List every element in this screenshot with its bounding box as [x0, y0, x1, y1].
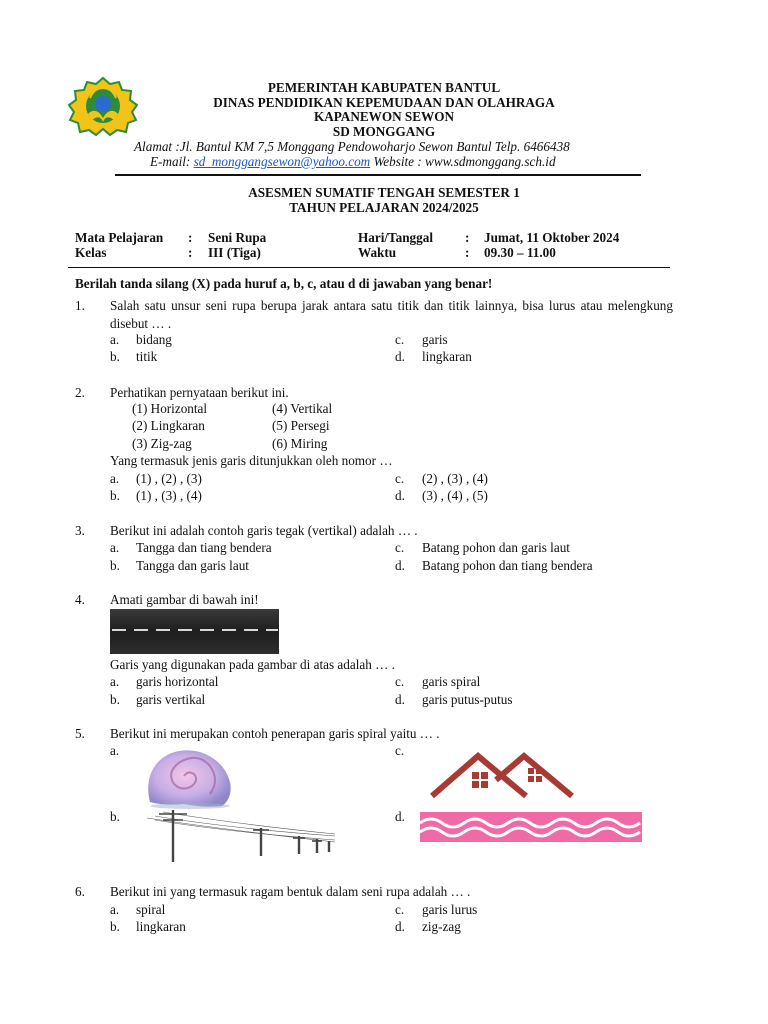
option-letter: c. [395, 471, 405, 486]
subject-label: Mata Pelajaran [75, 230, 164, 245]
option-text: garis vertikal [136, 692, 206, 707]
option-letter: c. [395, 540, 405, 555]
class-colon: : [188, 245, 193, 260]
option-letter: a. [110, 540, 120, 555]
statement-item: (6) Miring [272, 436, 328, 451]
question-number: 3. [75, 523, 85, 538]
date-label: Hari/Tanggal [358, 230, 433, 245]
option-letter: a. [110, 471, 120, 486]
option-text: bidang [136, 332, 172, 347]
statement-item: (1) Horizontal [132, 401, 208, 416]
option-text: titik [136, 349, 158, 364]
time-colon: : [465, 245, 470, 260]
option-text: lingkaran [136, 919, 186, 934]
option-letter: a. [110, 674, 120, 689]
option-letter: a. [110, 332, 120, 347]
instruction-text: Berilah tanda silang (X) pada huruf a, b, c, atau d di jawaban yang benar! [75, 276, 493, 291]
question-number: 2. [75, 385, 85, 400]
option-letter: c. [395, 902, 405, 917]
date-value: Jumat, 11 Oktober 2024 [484, 230, 620, 245]
info-divider [68, 267, 670, 268]
header-government: PEMERINTAH KABUPATEN BANTUL [267, 80, 501, 95]
statement-item: (4) Vertikal [272, 401, 333, 416]
option-text: (3) , (4) , (5) [422, 488, 488, 503]
option-letter: b. [110, 558, 120, 573]
option-text: garis lurus [422, 902, 478, 917]
header-address: Alamat :Jl. Bantul KM 7,5 Monggang Pendowoharjo Sewon Bantul Telp. 6466438 [134, 139, 570, 154]
question-text: Berikut ini yang termasuk ragam bentuk dalam seni rupa adalah … . [110, 884, 471, 899]
statement-item: (2) Lingkaran [132, 418, 205, 433]
snail-shell-image [144, 748, 234, 810]
option-text: zig-zag [422, 919, 461, 934]
option-letter: a. [110, 902, 120, 917]
header-district: KAPANEWON SEWON [313, 109, 455, 124]
option-letter: b. [110, 692, 120, 707]
option-letter: c. [395, 743, 405, 758]
option-letter: d. [395, 349, 405, 364]
exam-title: ASESMEN SUMATIF TENGAH SEMESTER 1 [248, 185, 520, 200]
statement-item: (3) Zig-zag [132, 436, 192, 451]
option-text: Batang pohon dan tiang bendera [422, 558, 593, 573]
option-text: Tangga dan garis laut [136, 558, 249, 573]
website-text: Website : www.sdmonggang.sch.id [373, 154, 556, 169]
option-letter: b. [110, 809, 120, 824]
option-letter: d. [395, 809, 405, 824]
question-text: Berikut ini adalah contoh garis tegak (vertikal) adalah … . [110, 523, 418, 538]
option-text: (1) , (3) , (4) [136, 488, 202, 503]
option-text: garis spiral [422, 674, 481, 689]
header-contact [150, 154, 556, 170]
option-text: Batang pohon dan garis laut [422, 540, 570, 555]
option-text: garis horizontal [136, 674, 219, 689]
question-text-2: Garis yang digunakan pada gambar di atas adalah … . [110, 657, 395, 672]
question-text: Amati gambar di bawah ini! [110, 592, 259, 607]
subject-value: Seni Rupa [208, 230, 267, 245]
exam-year: TAHUN PELAJARAN 2024/2025 [289, 200, 479, 215]
date-colon: : [465, 230, 470, 245]
option-letter: c. [395, 332, 405, 347]
option-letter: b. [110, 488, 120, 503]
question-number: 1. [75, 298, 85, 313]
question-text: Berikut ini merupakan contoh penerapan garis spiral yaitu … . [110, 726, 440, 741]
option-text: garis putus-putus [422, 692, 513, 707]
option-text: Tangga dan tiang bendera [136, 540, 272, 555]
class-label: Kelas [75, 245, 107, 260]
option-text: (1) , (2) , (3) [136, 471, 202, 486]
option-text: spiral [136, 902, 166, 917]
question-text: Perhatikan pernyataan berikut ini. [110, 385, 289, 400]
email-label: E-mail: [150, 154, 191, 169]
header-divider [115, 174, 641, 176]
header-school: SD MONGGANG [332, 124, 436, 139]
wavy-line-image [420, 812, 642, 842]
option-letter: d. [395, 692, 405, 707]
statement-item: (5) Persegi [272, 418, 330, 433]
question-number: 6. [75, 884, 85, 899]
option-letter: a. [110, 743, 120, 758]
option-letter: b. [110, 919, 120, 934]
option-text: garis [422, 332, 448, 347]
time-value: 09.30 – 11.00 [484, 245, 556, 260]
question-number: 4. [75, 592, 85, 607]
question-text-2: Yang termasuk jenis garis ditunjukkan oleh nomor … [110, 453, 393, 468]
option-letter: d. [395, 558, 405, 573]
question-number: 5. [75, 726, 85, 741]
option-letter: d. [395, 488, 405, 503]
house-roof-image [430, 750, 576, 800]
question-text: Salah satu unsur seni rupa berupa jarak antara satu titik dan titik lainnya, bisa lurus atau melengkung disebut … . [110, 298, 673, 331]
email-link[interactable]: sd_monggangsewon@yahoo.com [193, 154, 371, 169]
option-letter: c. [395, 674, 405, 689]
option-text: (2) , (3) , (4) [422, 471, 488, 486]
power-poles-image [137, 806, 337, 864]
option-letter: b. [110, 349, 120, 364]
dashed-road-image [110, 609, 279, 654]
subject-colon: : [188, 230, 193, 245]
time-label: Waktu [358, 245, 397, 260]
option-text: lingkaran [422, 349, 472, 364]
option-letter: d. [395, 919, 405, 934]
class-value: III (Tiga) [208, 245, 261, 260]
header-department: DINAS PENDIDIKAN KEPEMUDAAN DAN OLAHRAGA [213, 95, 555, 110]
